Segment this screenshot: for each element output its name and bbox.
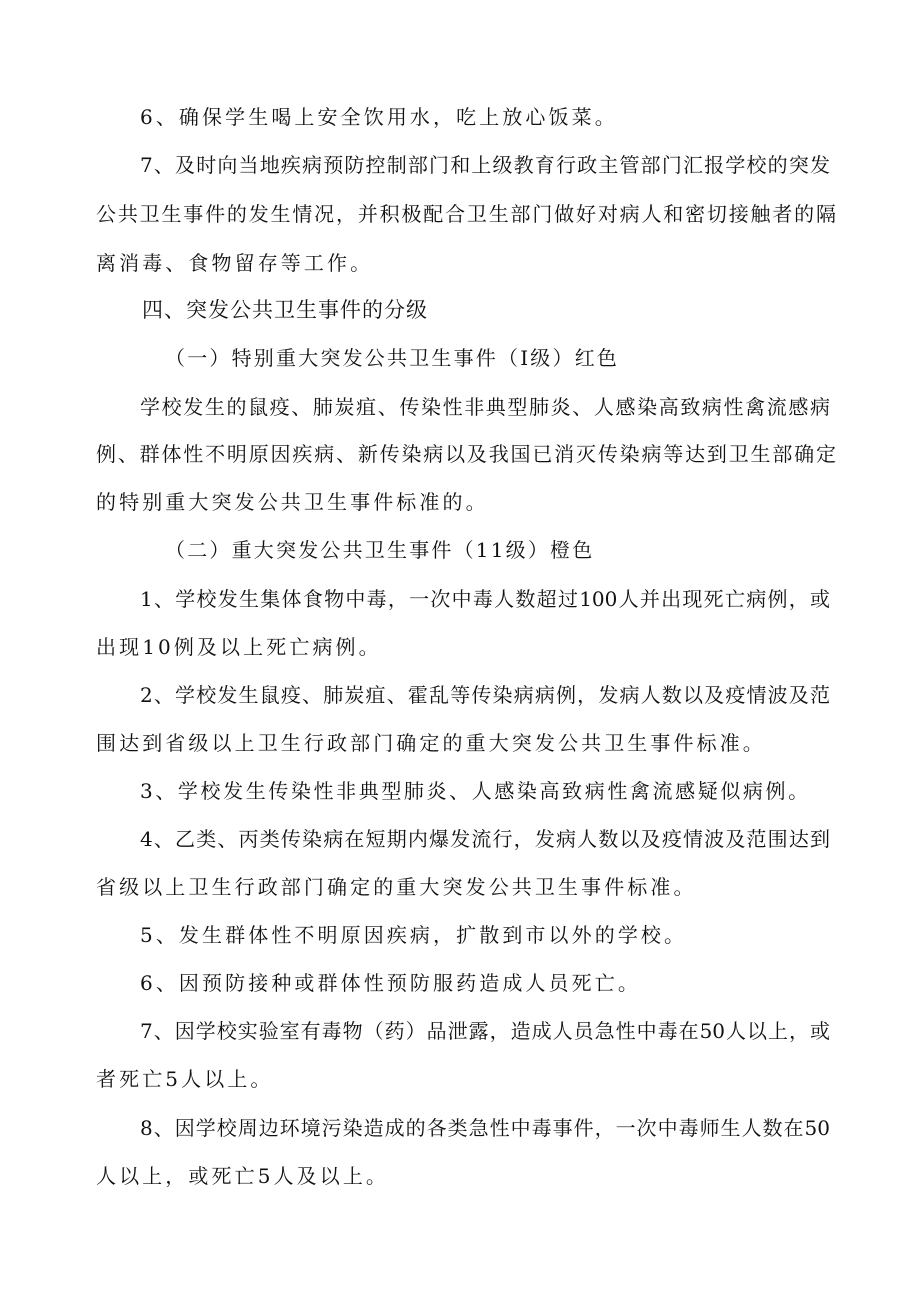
- paragraph-line: 者死亡5人以上。: [96, 1067, 274, 1091]
- paragraph-line: 6、因预防接种或群体性预防服药造成人员死亡。: [140, 971, 641, 995]
- paragraph-line: 出现10例及以上死亡病例。: [96, 635, 382, 659]
- subsection-heading: （一）特别重大突发公共卫生事件（I级）红色: [165, 346, 620, 370]
- paragraph-line: 7、因学校实验室有毒物（药）品泄露，造成人员急性中毒在50人以上，或: [140, 1019, 830, 1043]
- paragraph-line: 6、确保学生喝上安全饮用水，吃上放心饭菜。: [140, 105, 618, 129]
- paragraph-line: 例、群体性不明原因疾病、新传染病以及我国已消灭传染病等达到卫生部确定: [96, 442, 836, 466]
- paragraph-line: 2、学校发生鼠疫、肺炭疽、霍乱等传染病病例，发病人数以及疫情波及范: [140, 683, 830, 707]
- paragraph-line: 的特别重大突发公共卫生事件标准的。: [96, 490, 489, 514]
- paragraph-line: 学校发生的鼠疫、肺炭疽、传染性非典型肺炎、人感染高致病性禽流感病: [140, 395, 830, 419]
- paragraph-line: 1、学校发生集体食物中毒，一次中毒人数超过100人并出现死亡病例，或: [140, 587, 830, 611]
- paragraph-line: 3、学校发生传染性非典型肺炎、人感染高致病性禽流感疑似病例。: [140, 779, 811, 803]
- paragraph-line: 人以上，或死亡5人及以上。: [96, 1164, 390, 1188]
- paragraph-line: 围达到省级以上卫生行政部门确定的重大突发公共卫生事件标准。: [96, 731, 766, 755]
- paragraph-line: 5、发生群体性不明原因疾病，扩散到市以外的学校。: [140, 923, 688, 947]
- section-heading: 四、突发公共卫生事件的分级: [142, 298, 428, 322]
- paragraph-line: 8、因学校周边环境污染造成的各类急性中毒事件，一次中毒师生人数在50: [140, 1116, 830, 1140]
- paragraph-line: 7、及时向当地疾病预防控制部门和上级教育行政主管部门汇报学校的突发: [140, 153, 830, 177]
- paragraph-line: 离消毒、食物留存等工作。: [96, 251, 374, 275]
- paragraph-line: 公共卫生事件的发生情况，并积极配合卫生部门做好对病人和密切接触者的隔: [96, 202, 836, 226]
- paragraph-line: 4、乙类、丙类传染病在短期内爆发流行，发病人数以及疫情波及范围达到: [140, 827, 830, 851]
- paragraph-line: 省级以上卫生行政部门确定的重大突发公共卫生事件标准。: [96, 875, 697, 899]
- subsection-heading: （二）重大突发公共卫生事件（11级）橙色: [165, 538, 595, 562]
